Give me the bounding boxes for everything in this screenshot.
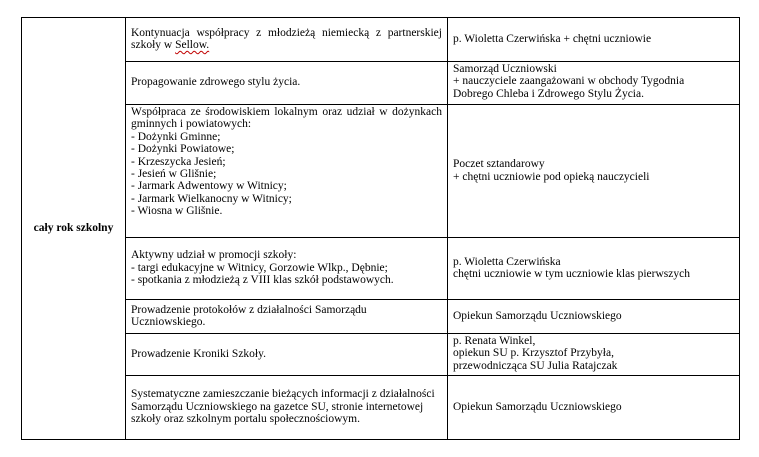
table-row: [22, 105, 740, 238]
activity-cell: [126, 238, 448, 300]
responsible-line: opiekun SU p. Krzysztof Przybyła,: [453, 347, 614, 360]
activity-cell: [126, 62, 448, 105]
responsible-line: Dobrego Chleba i Zdrowego Stylu Życia.: [453, 87, 644, 100]
period-cell: [22, 18, 126, 440]
table-row: [22, 376, 740, 440]
responsible-line: p. Wioletta Czerwińska + chętni uczniowie: [453, 32, 652, 45]
responsible-cell: [448, 238, 740, 300]
activity-cell: [126, 105, 448, 238]
responsible-line: Opiekun Samorządu Uczniowskiego: [453, 309, 622, 322]
activity-text: Propagowanie zdrowego stylu życia.: [131, 76, 301, 89]
responsible-cell: [448, 18, 740, 62]
spellcheck-flagged-word: Sellow.: [175, 39, 210, 51]
responsible-cell: [448, 105, 740, 238]
activity-list-item: - Jarmark Adwentowy w Witnicy;: [131, 180, 287, 193]
activity-cell: [126, 334, 448, 376]
period-label: cały rok szkolny: [33, 221, 114, 234]
activity-cell: [126, 18, 448, 62]
activity-cell: [126, 376, 448, 440]
responsible-cell: [448, 300, 740, 334]
activity-list-item: - Jarmark Wielkanocny w Witnicy;: [131, 192, 292, 205]
table-row: [22, 62, 740, 105]
responsible-line: chętni uczniowie w tym uczniowie klas pierwszych: [453, 268, 690, 280]
schedule-table: [21, 17, 740, 440]
table-row: [22, 18, 740, 62]
responsible-line: Samorząd Uczniowski: [453, 63, 557, 75]
activity-list-item: - Wiosna w Glišnie.: [131, 205, 223, 218]
responsible-line: + nauczyciele zaangażowani w obchody Tygodnia: [453, 75, 685, 88]
responsible-line: p. Wioletta Czerwińska: [453, 255, 561, 268]
responsible-line: p. Renata Winkel,: [453, 335, 536, 347]
table-row: [22, 334, 740, 376]
responsible-cell: [448, 62, 740, 105]
responsible-line: + chętni uczniowie pod opieką nauczycieli: [453, 170, 650, 183]
activity-text: Systematyczne zamieszczanie bieżących informacji z działalności Samorządu Uczniowskiego na gazetce SU, stronie internetowej szkoły oraz szkolnym portalu społecznościowym.: [131, 388, 435, 426]
activity-list-item: - Jesień w Glišnie;: [131, 168, 217, 181]
table-row: [22, 238, 740, 300]
responsible-line: Opiekun Samorządu Uczniowskiego: [453, 400, 622, 413]
activity-text: Prowadzenie Kroniki Szkoły.: [131, 347, 266, 360]
responsible-cell: [448, 376, 740, 440]
activity-text: Aktywny udział w promocji szkoły:: [131, 249, 297, 262]
activity-text: Kontynuacja współpracy z młodzieżą niemiecką z partnerskiej szkoły w: [131, 26, 442, 51]
activity-cell: [126, 300, 448, 334]
activity-list-item: - Dożynki Gminne;: [131, 130, 221, 143]
activity-list-item: - targi edukacyjne w Witnicy, Gorzowie Wlkp., Dębnie;: [131, 261, 388, 274]
activity-text: Współpraca ze środowiskiem lokalnym oraz udział w dożynkach gminnych i powiatowych:: [131, 106, 442, 131]
responsible-line: Poczet sztandarowy: [453, 158, 545, 171]
activity-list-item: - Dożynki Powiatowe;: [131, 143, 235, 156]
responsible-cell: [448, 334, 740, 376]
table-row: [22, 300, 740, 334]
activity-text: Prowadzenie protokołów z działalności Samorządu Uczniowskiego.: [131, 303, 367, 328]
activity-list-item: - Krzeszycka Jesień;: [131, 155, 226, 168]
activity-list-item: - spotkania z młodzieżą z VIII klas szkół podstawowych.: [131, 274, 394, 287]
responsible-line: przewodnicząca SU Julia Ratajczak: [453, 359, 618, 372]
